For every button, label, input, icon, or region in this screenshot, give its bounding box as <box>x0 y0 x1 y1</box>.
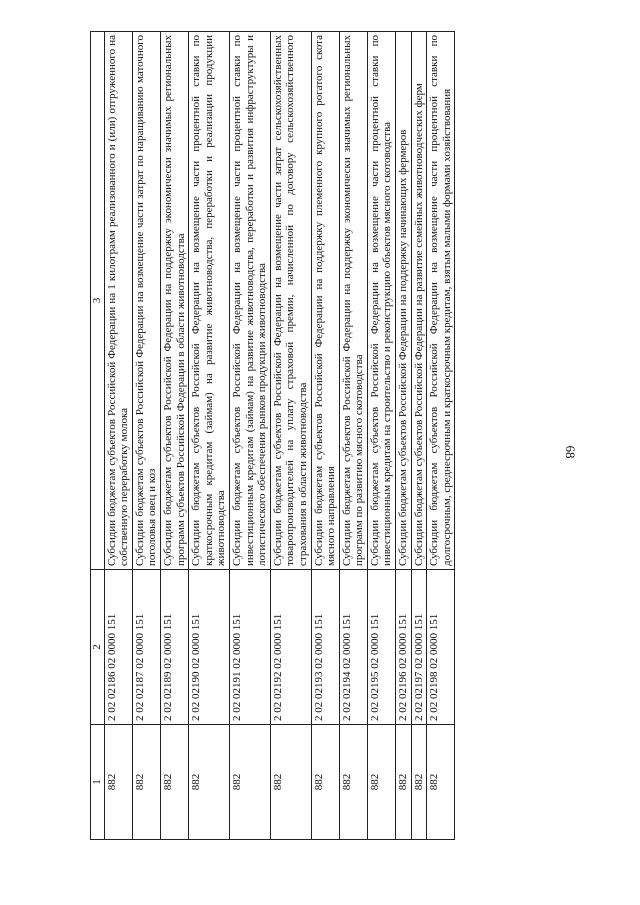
revenue-description: Субсидии бюджетам субъектов Российской Федерации на возмещение части затрат сельскохозяйственных товаропроизводителей на уплату страховой премии, начисленной по договору сельскохозяйственного страхования в области животноводства <box>270 32 311 570</box>
revenue-description: Субсидии бюджетам субъектов Российской Федерации на возмещение части процентной ставки по инвестиционным кредитам (займам) на развитие животноводства, переработки и развития инфраструктуры и логистического обеспечения рынков продукции животноводства <box>229 32 270 570</box>
table-header-row <box>91 32 105 840</box>
table-row <box>229 32 270 840</box>
table-row <box>132 32 160 840</box>
header-col-3: 3 <box>91 32 105 570</box>
table-row <box>396 32 412 840</box>
revenue-description: Субсидии бюджетам субъектов Российской Федерации на поддержку экономически значимых региональных программ по развитию мясного скотоводства <box>339 32 367 570</box>
administrator-code: 882 <box>411 725 427 840</box>
budget-classification-table <box>90 31 455 840</box>
header-col-2: 2 <box>91 570 105 725</box>
revenue-description: Субсидии бюджетам субъектов Российской Федерации на поддержку начинающих фермеров <box>396 32 412 570</box>
administrator-code: 882 <box>132 725 160 840</box>
administrator-code: 882 <box>104 725 132 840</box>
landscape-page <box>90 32 520 840</box>
administrator-code: 882 <box>189 725 230 840</box>
revenue-description: Субсидии бюджетам субъектов Российской Федерации на возмещение части процентной ставки по инвестиционным кредитам на строительство и реконструкцию объектов мясного скотоводства <box>367 32 395 570</box>
rotated-table-area <box>90 32 520 840</box>
administrator-code: 882 <box>396 725 412 840</box>
budget-classification-code: 2 02 02195 02 0000 151 <box>367 570 395 725</box>
header-col-1: 1 <box>91 725 105 840</box>
budget-classification-code: 2 02 02192 02 0000 151 <box>270 570 311 725</box>
table-row <box>427 32 455 840</box>
administrator-code: 882 <box>229 725 270 840</box>
revenue-description: Субсидии бюджетам субъектов Российской Федерации на 1 килограмм реализованного и (или) отгруженного на собственную переработку молока <box>104 32 132 570</box>
administrator-code: 882 <box>427 725 455 840</box>
table-body <box>104 32 455 840</box>
table-row <box>311 32 339 840</box>
table-row <box>411 32 427 840</box>
table-row <box>160 32 188 840</box>
administrator-code: 882 <box>339 725 367 840</box>
budget-classification-code: 2 02 02198 02 0000 151 <box>427 570 455 725</box>
administrator-code: 882 <box>160 725 188 840</box>
administrator-code: 882 <box>270 725 311 840</box>
budget-classification-code: 2 02 02196 02 0000 151 <box>396 570 412 725</box>
budget-classification-code: 2 02 02187 02 0000 151 <box>132 570 160 725</box>
table-row <box>339 32 367 840</box>
revenue-description: Субсидии бюджетам субъектов Российской Федерации на поддержку племенного крупного рогатого скота мясного направления <box>311 32 339 570</box>
budget-classification-code: 2 02 02191 02 0000 151 <box>229 570 270 725</box>
revenue-description: Субсидии бюджетам субъектов Российской Федерации на поддержку экономически значимых региональных программ субъектов Российской Федерации в области животноводства <box>160 32 188 570</box>
table-row <box>270 32 311 840</box>
revenue-description: Субсидии бюджетам субъектов Российской Федерации на возмещение части затрат по наращиванию маточного поголовья овец и коз <box>132 32 160 570</box>
administrator-code: 882 <box>311 725 339 840</box>
revenue-description: Субсидии бюджетам субъектов Российской Федерации на развитие семейных животноводческих ферм <box>411 32 427 570</box>
table-row <box>104 32 132 840</box>
page-number: 68 <box>563 445 578 459</box>
administrator-code: 882 <box>367 725 395 840</box>
table-row <box>367 32 395 840</box>
budget-classification-code: 2 02 02186 02 0000 151 <box>104 570 132 725</box>
budget-classification-code: 2 02 02193 02 0000 151 <box>311 570 339 725</box>
budget-classification-code: 2 02 02197 02 0000 151 <box>411 570 427 725</box>
revenue-description: Субсидии бюджетам субъектов Российской Федерации на возмещение части процентной ставки по долгосрочным, среднесрочным и краткосрочным кредитам, взятым малыми формами хозяйствования <box>427 32 455 570</box>
budget-classification-code: 2 02 02194 02 0000 151 <box>339 570 367 725</box>
table-row <box>189 32 230 840</box>
budget-classification-code: 2 02 02190 02 0000 151 <box>189 570 230 725</box>
budget-classification-code: 2 02 02189 02 0000 151 <box>160 570 188 725</box>
revenue-description: Субсидии бюджетам субъектов Российской Федерации на возмещение части процентной ставки по краткосрочным кредитам (займам) на развитие животноводства, переработки и реализации продукции животноводства <box>189 32 230 570</box>
